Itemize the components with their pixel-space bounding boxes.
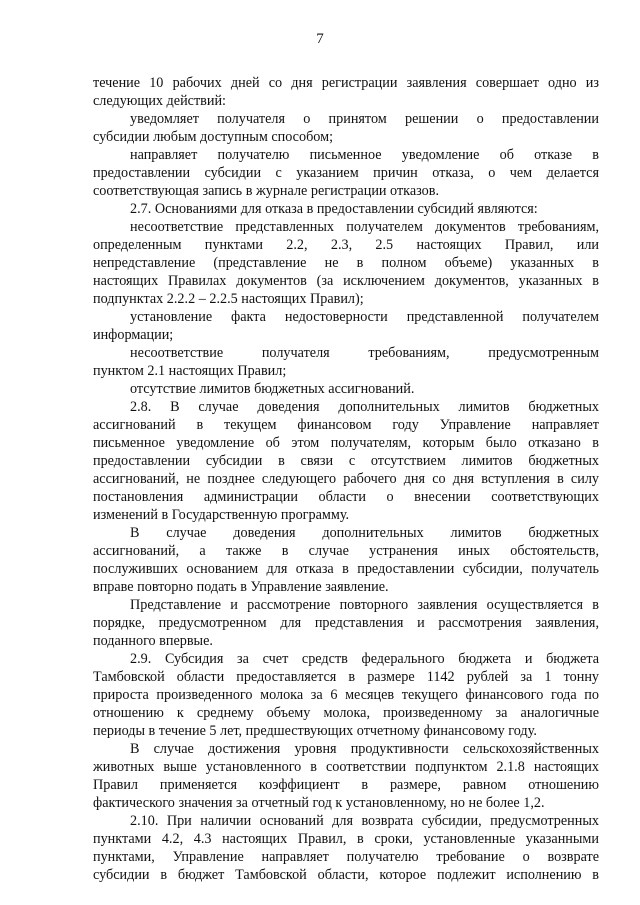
text-line: предоставлении субсидии в связи с отсутствием лимитов бюджетных — [93, 453, 599, 469]
text-line: изменений в Государственную программу. — [93, 507, 350, 523]
text-line: 2.7. Основаниями для отказа в предоставлении субсидий являются: — [130, 201, 538, 217]
text-line: информации; — [93, 327, 174, 343]
text-line: животных выше установленного в соответствии подпунктом 2.1.8 настоящих — [93, 759, 599, 775]
text-line: направляет получателю письменное уведомление об отказе в — [130, 147, 599, 163]
text-line: ассигнований, а также в случае устранения иных обстоятельств, — [93, 543, 599, 559]
text-line: порядке, предусмотренном для представления и рассмотрения заявления, — [93, 615, 599, 631]
text-line: субсидии любым доступным способом; — [93, 129, 334, 145]
text-line: вправе повторно подать в Управление заявление. — [93, 579, 389, 595]
text-line: периоды в течение 5 лет, предшествующих отчетному финансовому году. — [93, 723, 537, 739]
text-line: пунктами 4.2, 4.3 настоящих Правил, в сроки, установленные указанными — [93, 831, 599, 847]
text-line: субсидии в бюджет Тамбовской области, которое подлежит исполнению в — [93, 867, 599, 883]
text-line: прироста произведенного молока за 6 месяцев текущего финансового года по — [93, 687, 599, 703]
text-line: установление факта недостоверности представленной получателем — [130, 309, 599, 325]
text-line: ассигнований в текущем финансовом году Управление направляет — [93, 417, 599, 433]
text-line: непредставление (представление не в полном объеме) указанных в — [93, 255, 599, 271]
text-line: пунктами, Управление направляет получателю требование о возврате — [93, 849, 599, 865]
text-line: предоставлении субсидии с указанием причин отказа, о чем делается — [93, 165, 599, 181]
text-line: соответствующая запись в журнале регистрации отказов. — [93, 183, 439, 199]
text-line: уведомляет получателя о принятом решении о предоставлении — [130, 111, 599, 127]
page-number: 7 — [316, 31, 324, 47]
text-line: течение 10 рабочих дней со дня регистрации заявления совершает одно из — [93, 75, 599, 91]
text-line: фактического значения за отчетный год к установленному, но не более 1,2. — [93, 795, 545, 811]
text-line: ассигнований, не позднее следующего рабочего дня со дня вступления в силу — [93, 471, 599, 487]
text-line: пунктом 2.1 настоящих Правил; — [93, 363, 287, 379]
text-line: отношению к среднему объему молока, произведенному за аналогичные — [93, 705, 599, 721]
text-line: Тамбовской области предоставляется в размере 1142 рублей за 1 тонну — [93, 669, 599, 685]
text-line: Правил применяется коэффициент в размере, равном отношению — [93, 777, 599, 793]
text-line: несоответствие получателя требованиям, предусмотренным — [130, 345, 599, 361]
text-line: постановления администрации области о внесении соответствующих — [93, 489, 599, 505]
text-line: несоответствие представленных получателем документов требованиям, — [130, 219, 599, 235]
text-line: 2.9. Субсидия за счет средств федерального бюджета и бюджета — [130, 651, 599, 667]
text-line: послуживших основанием для отказа в предоставлении субсидии, получатель — [93, 561, 599, 577]
text-line: Представление и рассмотрение повторного заявления осуществляется в — [130, 597, 599, 613]
text-line: 2.8. В случае доведения дополнительных лимитов бюджетных — [130, 399, 599, 415]
text-line: письменное уведомление об этом получателям, которым было отказано в — [93, 435, 599, 451]
text-line: В случае доведения дополнительных лимитов бюджетных — [130, 525, 599, 541]
text-line: поданного впервые. — [93, 633, 213, 649]
text-line: следующих действий: — [93, 93, 226, 109]
text-line: отсутствие лимитов бюджетных ассигнований. — [130, 381, 415, 397]
text-line: определенным пунктами 2.2, 2.3, 2.5 настоящих Правил, или — [93, 237, 599, 253]
text-line: настоящих Правилах документов (за исключением документов, указанных в — [93, 273, 599, 289]
text-line: 2.10. При наличии оснований для возврата субсидии, предусмотренных — [130, 813, 599, 829]
text-line: подпунктах 2.2.2 – 2.2.5 настоящих Правил); — [93, 291, 364, 307]
text-line: В случае достижения уровня продуктивности сельскохозяйственных — [130, 741, 599, 757]
